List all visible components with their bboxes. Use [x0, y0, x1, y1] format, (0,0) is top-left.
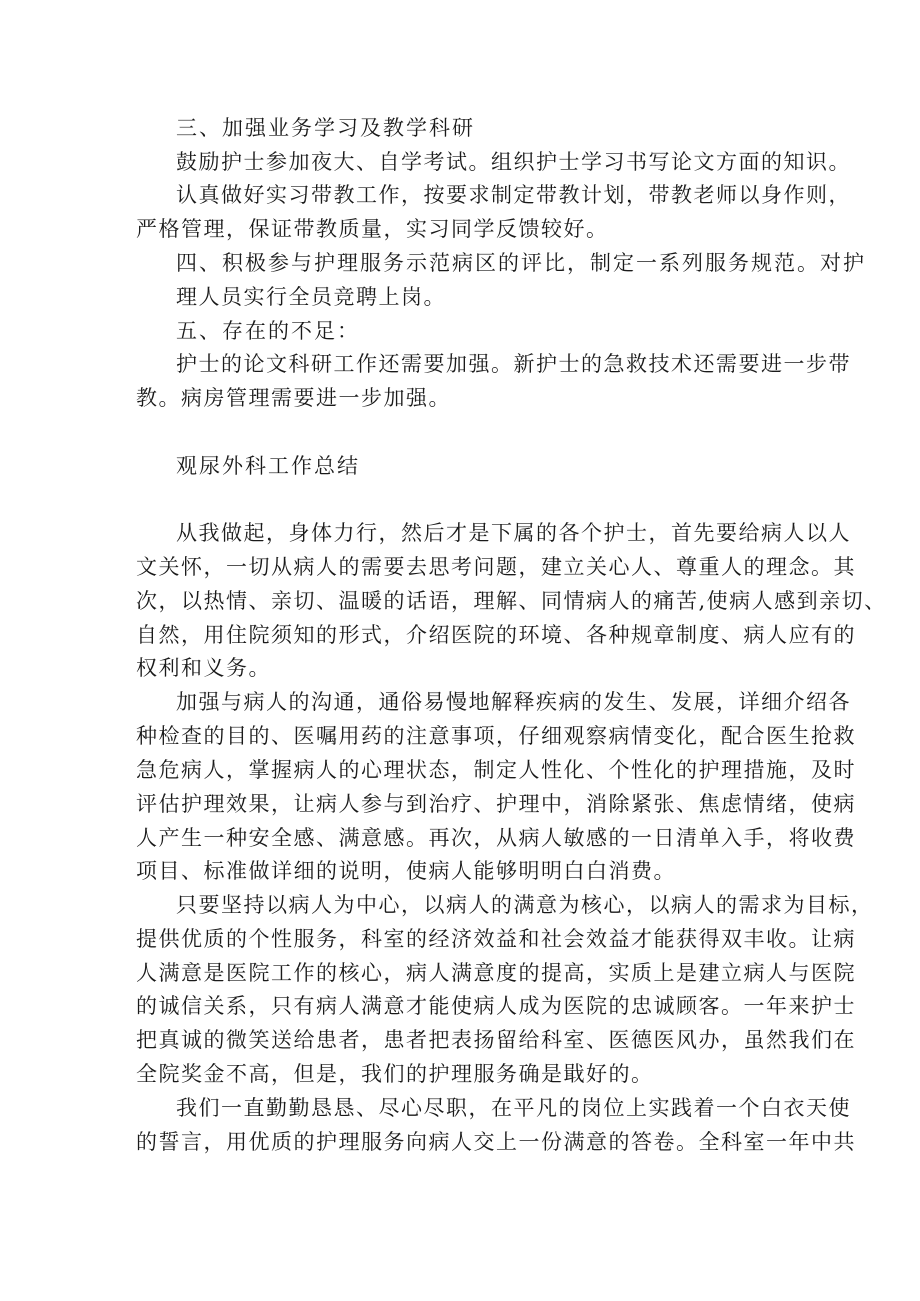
- paragraph-line: 认真做好实习带教工作，按要求制定带教计划，带教老师以身作则，: [176, 183, 851, 207]
- paragraph-line: 加强与病人的沟通，通俗易慢地解释疾病的发生、发展，详细介绍各: [176, 690, 851, 714]
- paragraph-line: 理人员实行全员竞聘上岗。: [176, 285, 446, 309]
- paragraph-line: 护士的论文科研工作还需要加强。新护士的急救技术还需要进一步带: [176, 352, 851, 376]
- paragraph-line: 项目、标准做详细的说明，使病人能够明明白白消费。: [136, 859, 676, 883]
- paragraph-line: 鼓励护士参加夜大、自学考试。组织护士学习书写论文方面的知识。: [176, 150, 851, 174]
- paragraph-line: 种检查的目的、医嘱用药的注意事项，仔细观察病情变化，配合医生抢救: [136, 724, 856, 748]
- paragraph-line: 自然，用住院须知的形式，介绍医院的环境、各种规章制度、病人应有的: [136, 623, 856, 647]
- paragraph-line: 人满意是医院工作的核心，病人满意度的提高，实质上是建立病人与医院: [136, 961, 856, 985]
- paragraph-line: 从我做起，身体力行，然后才是下属的各个护士，首先要给病人以人: [176, 521, 851, 545]
- paragraph-line: 次，以热情、亲切、温暖的话语，理解、同情病人的痛苦,使病人感到亲切、: [136, 589, 887, 613]
- paragraph-line: 权利和义务。: [136, 656, 271, 680]
- section-heading-3: 三、加强业务学习及教学科研: [176, 116, 475, 140]
- paragraph-line: 把真诚的微笑送给患者，患者把表扬留给科室、医德医风办，虽然我们在: [136, 1028, 856, 1052]
- paragraph-line: 的诚信关系，只有病人满意才能使病人成为医院的忠诚顾客。一年来护士: [136, 994, 856, 1018]
- paragraph-line: 急危病人，掌握病人的心理状态，制定人性化、个性化的护理措施，及时: [136, 758, 856, 782]
- paragraph-line: 只要坚持以病人为中心，以病人的满意为核心，以病人的需求为目标，: [176, 893, 874, 917]
- section-heading-4: 四、积极参与护理服务示范病区的评比，制定一系列服务规范。对护: [176, 251, 866, 275]
- paragraph-line: 我们一直勤勤恳恳、尽心尽职，在平凡的岗位上实践着一个白衣天使: [176, 1096, 851, 1120]
- paragraph-line: 文关怀，一切从病人的需要去思考问题，建立关心人、尊重人的理念。其: [136, 555, 856, 579]
- paragraph-line: 提供优质的个性服务，科室的经济效益和社会效益才能获得双丰收。让病: [136, 927, 856, 951]
- paragraph-line: 评估护理效果，让病人参与到治疗、护理中，消除紧张、焦虑情绪，使病: [136, 792, 856, 816]
- paragraph-line: 严格管理，保证带教质量，实习同学反馈较好。: [136, 217, 609, 241]
- paragraph-line: 全院奖金不高，但是，我们的护理服务确是戢好的。: [136, 1062, 654, 1086]
- document-title: 观尿外科工作总结: [176, 454, 360, 478]
- section-heading-5: 五、存在的不足：: [176, 319, 360, 343]
- paragraph-line: 教。病房管理需要进一步加强。: [136, 386, 451, 410]
- paragraph-line: 人产生一种安全感、满意感。再次，从病人敏感的一日清单入手，将收费: [136, 826, 856, 850]
- paragraph-line: 的誓言，用优质的护理服务向病人交上一份满意的答卷。全科室一年中共: [136, 1130, 856, 1154]
